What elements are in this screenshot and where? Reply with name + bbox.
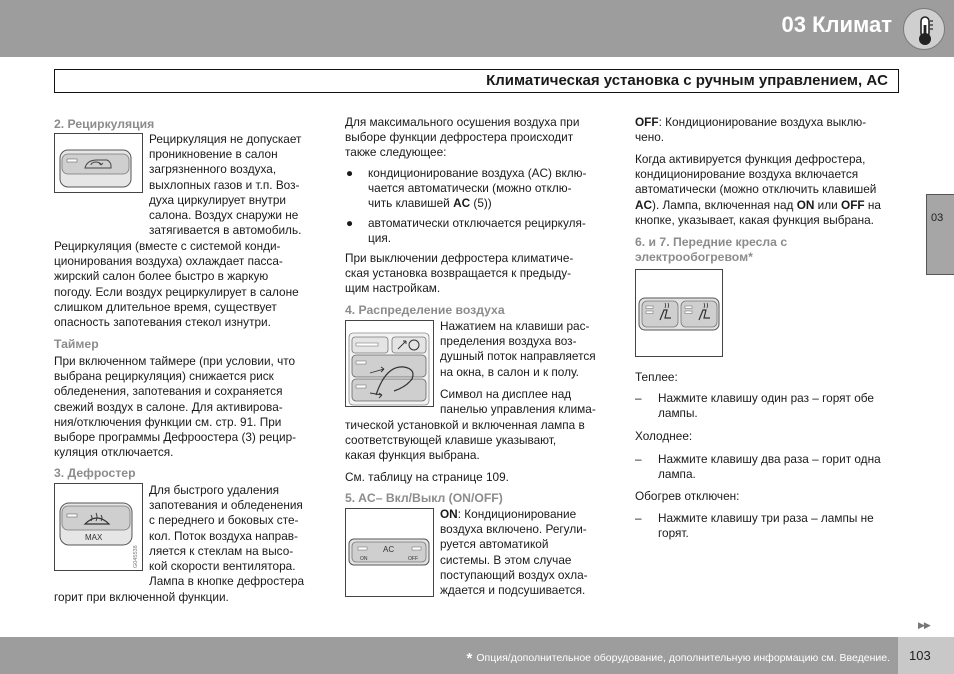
ac-on-text: ON: Кондиционирование воздуха включено. Регули- руется автоматикой системы. В этом случае поступающий воздух охла- ждается и подсушивается.: [440, 507, 588, 598]
see-table-text: См. таблицу на странице 109.: [345, 470, 509, 484]
heated-seats-buttons-image: [635, 269, 723, 357]
recirculation-side-text: Рециркуляция не допускает проникновение в салон загрязненного воздуха, выхлопных газов и т.п. Воз- духа циркулирует внутри салона. Воздух снаружи не затягивается в автомобиль.: [149, 132, 302, 238]
bullet-dot: ●: [346, 166, 354, 180]
ac-off-label: OFF: [408, 556, 418, 562]
colder-label: Холоднее:: [635, 429, 693, 443]
dash: –: [635, 391, 642, 405]
thermometer-icon: [903, 8, 945, 50]
ac-button-image: [345, 508, 434, 597]
double-arrow-right-icon[interactable]: ▶▶: [918, 620, 930, 630]
page-number: 103: [909, 648, 931, 663]
heading-heated-seats: 6. и 7. Передние кресла с электрообогревом*: [635, 235, 788, 264]
chapter-header-bar: [0, 0, 954, 57]
defroster-max-label: MAX: [85, 533, 103, 542]
ac-on-label: ON: [360, 556, 368, 562]
heat-off-label: Обогрев отключен:: [635, 489, 740, 503]
recirculation-button-image: [54, 133, 143, 193]
defrost-after-paragraph: При выключении дефростера климатиче- ская установка возвращается к предыду- щим настройкам.: [345, 251, 574, 296]
warmer-label: Теплее:: [635, 370, 678, 384]
bullet-recirc-off: автоматически отключается рециркуля- ция.: [368, 216, 586, 246]
ac-button-label: AC: [383, 545, 395, 554]
ac-off-text: OFF: Кондиционирование воздуха выклю- чено.: [635, 115, 867, 145]
bullet-ac-on: кондиционирование воздуха (AC) вклю- чается автоматически (можно отклю- чить клавишей AC (5)): [368, 166, 587, 211]
section-title: Климатическая установка с ручным управлением, AC: [486, 72, 888, 89]
footer-bar: [0, 637, 954, 674]
heat-off-item: Нажмите клавишу три раза – лампы не горят.: [658, 511, 874, 541]
recirculation-paragraph: Рециркуляция (вместе с системой конди- ционирования воздуха) охлаждает пасса- жирский салон более быстро в жаркую погоду. Если воздух рециркулирует в салоне слишком длительное время, существует опасность запотевания стекол изнутри.: [54, 239, 299, 330]
footer-note: * Опция/дополнительное оборудование, дополнительную информацию см. Введение.: [466, 650, 890, 667]
colder-item: Нажмите клавишу два раза – горит одна лампа.: [658, 452, 881, 482]
bullet-dot: ●: [346, 216, 354, 230]
section-title-box: [54, 69, 899, 93]
dash: –: [635, 452, 642, 466]
heading-recirculation: 2. Рециркуляция: [54, 117, 155, 131]
air-distribution-side-text: Нажатием на клавиши рас- пределения воздуха воз- душный поток направляется на окна, в салон и к полу.: [440, 319, 596, 379]
heading-air-distribution: 4. Распределение воздуха: [345, 303, 505, 317]
dash: –: [635, 511, 642, 525]
defroster-last-line: горит при включенной функции.: [54, 590, 229, 604]
defroster-ac-paragraph: Когда активируется функция дефростера, кондиционирование воздуха включается автоматически (можно отключить клавишей AC). Лампа, включенная над ON или OFF на кнопке, указывает, какая функция выбрана.: [635, 152, 881, 227]
heading-ac-on-off: 5. AC– Вкл/Выкл (ON/OFF): [345, 491, 503, 505]
defroster-button-image: [54, 483, 143, 571]
warmer-item: Нажмите клавишу один раз – горят обе лампы.: [658, 391, 874, 421]
symbol-paragraph: тической установкой и включенная лампа в соответствующей клавише указывают, какая функция выбрана.: [345, 418, 585, 463]
timer-paragraph: При включенном таймере (при условии, что выбрана рециркуляция) снижается риск обледенения, запотевания и сохраняется свежий воздух в салоне. Для активирова- ния/отключения функции см. стр. 91. При выборе программы Дефрооcтера (3) рецир- куляция отключается.: [54, 354, 297, 460]
defrost-intro-paragraph: Для максимального осушения воздуха при выборе функции дефростера происходит также следующее:: [345, 115, 580, 160]
symbol-side-text: Символ на дисплее над панелью управления клима-: [440, 387, 596, 417]
chapter-side-tab-label: 03: [931, 212, 944, 224]
defroster-side-text: Для быстрого удаления запотевания и обледенения с переднего и боковых сте- кол. Поток воздуха направ- ляется к стеклам на высо- кой скорости вентилятора. Лампа в кнопке дефростера: [149, 483, 305, 589]
heading-timer: Таймер: [54, 337, 99, 351]
chapter-side-tab[interactable]: [926, 194, 954, 275]
chapter-title: 03 Климат: [781, 12, 892, 37]
defroster-image-code: G045538: [133, 545, 139, 568]
page-number-box: [898, 637, 954, 674]
air-distribution-buttons-image: [345, 320, 434, 407]
heading-defroster: 3. Дефростер: [54, 466, 136, 480]
